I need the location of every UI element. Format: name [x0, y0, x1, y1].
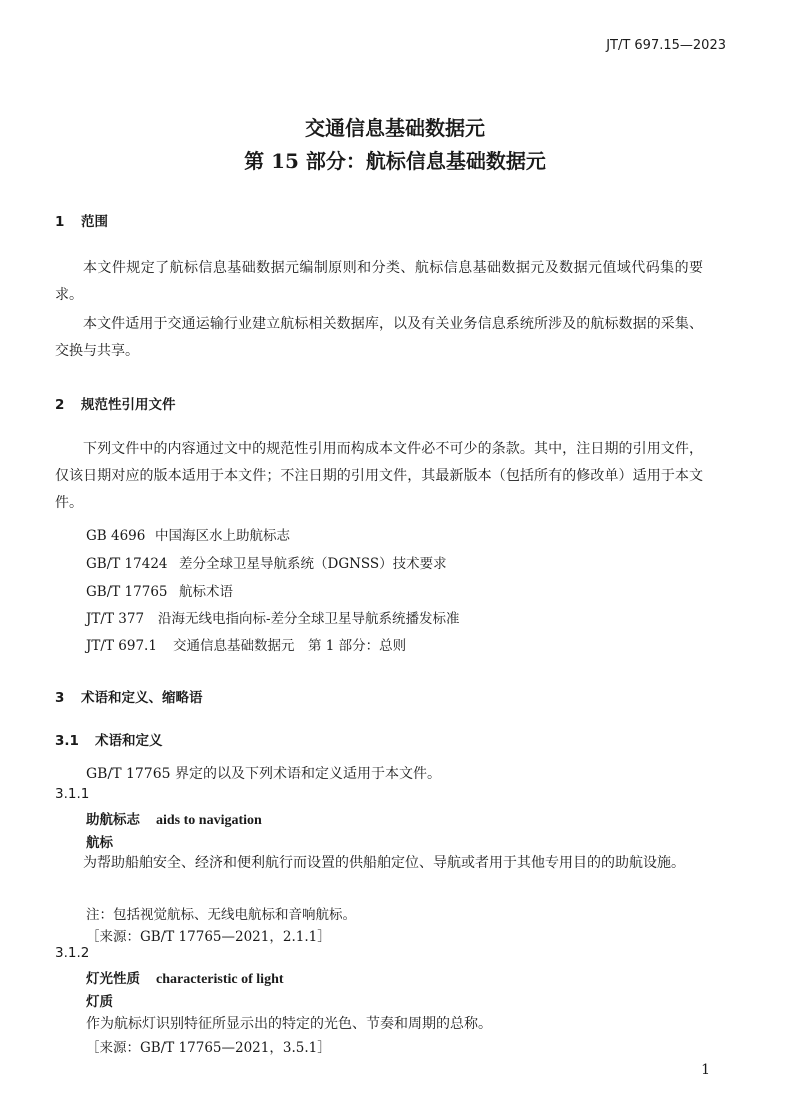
page-number: 1 [701, 1062, 710, 1078]
subsection-3-1-heading [55, 729, 163, 749]
section-title: 术语和定义、缩略语 [81, 690, 203, 706]
reference-title: 差分全球卫星导航系统（DGNSS）技术要求 [179, 556, 447, 572]
section-1-paragraph-2: 本文件适用于交通运输行业建立航标相关数据库，以及有关业务信息系统所涉及的航标数据的采集、交换与共享。 [55, 316, 703, 359]
reference-item [86, 607, 460, 627]
term-heading [86, 967, 284, 988]
document-code: JT/T 697.15—2023 [606, 38, 726, 53]
section-title: 规范性引用文件 [81, 397, 176, 413]
section-1-heading [55, 210, 108, 230]
term-chinese: 灯光性质 [86, 971, 140, 987]
section-2-heading [55, 393, 176, 413]
reference-code: JT/T 377 [86, 611, 145, 627]
term-english: characteristic of light [156, 972, 284, 987]
term-definition: 为帮助船舶安全、经济和便利航行而设置的供船舶定位、导航或者用于其他专用目的的助航设施。 [83, 855, 685, 871]
subsection-title: 术语和定义 [95, 733, 163, 749]
term-definition: 作为航标灯识别特征所显示出的特定的光色、节奏和周期的总称。 [86, 1016, 492, 1032]
subsection-number: 3.1 [55, 733, 79, 749]
subsection-3-1-intro: GB/T 17765 界定的以及下列术语和定义适用于本文件。 [86, 766, 441, 782]
reference-code: GB/T 17424 [86, 556, 168, 572]
section-2-paragraph: 下列文件中的内容通过文中的规范性引用而构成本文件必不可少的条款。其中，注日期的引用文件，仅该日期对应的版本适用于本文件；不注日期的引用文件，其最新版本（包括所有的修改单）适用于本文件。 [55, 441, 703, 511]
section-title: 范围 [81, 214, 108, 230]
reference-item [86, 580, 233, 600]
term-note: 注：包括视觉航标、无线电航标和音响航标。 [86, 907, 356, 923]
term-english: aids to navigation [156, 813, 262, 828]
reference-item [86, 634, 406, 654]
reference-title: 中国海区水上助航标志 [155, 528, 290, 544]
reference-title: 航标术语 [179, 584, 233, 600]
document-title-line2: 第 15 部分：航标信息基础数据元 [244, 149, 546, 173]
section-1-paragraph-1: 本文件规定了航标信息基础数据元编制原则和分类、航标信息基础数据元及数据元值域代码集的要求。 [55, 260, 703, 303]
reference-code: GB 4696 [86, 528, 146, 544]
reference-code: GB/T 17765 [86, 584, 168, 600]
term-number: 3.1.1 [55, 786, 90, 802]
reference-item [86, 524, 290, 544]
section-number: 3 [55, 690, 65, 706]
document-title-line1: 交通信息基础数据元 [305, 116, 485, 140]
section-3-heading [55, 686, 203, 706]
reference-code: JT/T 697.1 [86, 638, 157, 654]
term-heading [86, 808, 262, 829]
reference-item [86, 552, 447, 572]
section-number: 2 [55, 397, 65, 413]
term-source: ［来源：GB/T 17765—2021，3.5.1］ [86, 1040, 331, 1056]
section-number: 1 [55, 214, 65, 230]
term-number: 3.1.2 [55, 945, 90, 961]
reference-title: 交通信息基础数据元 第 1 部分：总则 [173, 638, 407, 654]
term-source: ［来源：GB/T 17765—2021，2.1.1］ [86, 929, 331, 945]
reference-title: 沿海无线电指向标-差分全球卫星导航系统播发标准 [158, 611, 460, 627]
term-synonym: 航标 [86, 835, 113, 851]
term-synonym: 灯质 [86, 994, 113, 1010]
term-chinese: 助航标志 [86, 812, 140, 828]
